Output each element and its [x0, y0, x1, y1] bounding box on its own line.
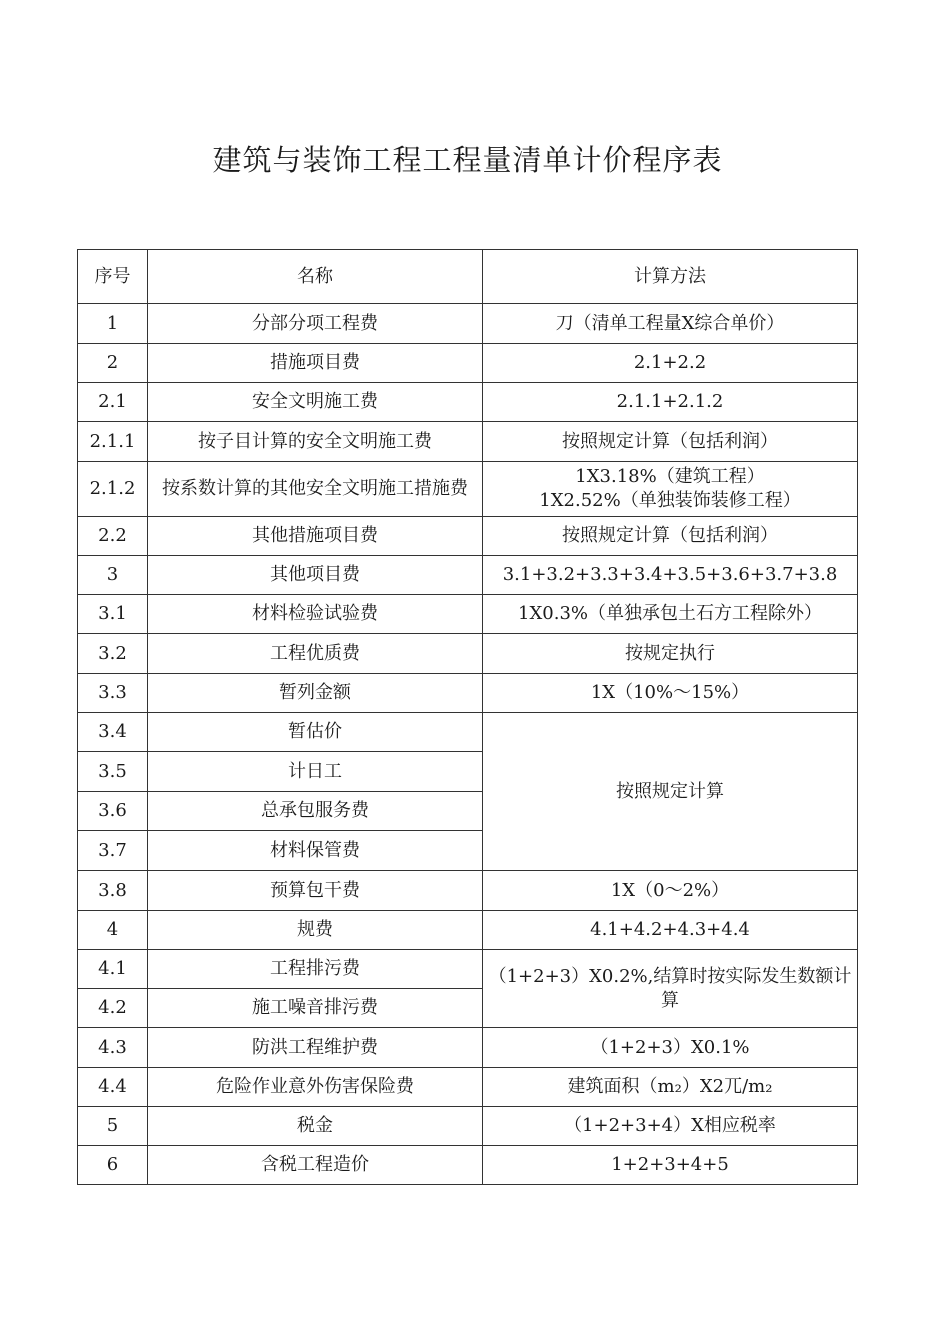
table-row	[78, 1107, 858, 1146]
row-name: 规费	[148, 911, 483, 950]
row-name: 其他项目费	[148, 556, 483, 595]
row-no: 3	[78, 556, 148, 595]
table-row	[78, 422, 858, 462]
table-row	[78, 383, 858, 422]
row-name: 工程优质费	[148, 634, 483, 674]
row-name: 计日工	[148, 752, 483, 792]
table-row	[78, 517, 858, 556]
row-method: （1+2+3+4）X相应税率	[483, 1107, 858, 1146]
table-row	[78, 344, 858, 383]
row-no: 3.6	[78, 792, 148, 831]
row-method: 按照规定计算（包括利润）	[483, 422, 858, 462]
table-row	[78, 674, 858, 713]
row-no: 4.4	[78, 1068, 148, 1107]
page-title: 建筑与装饰工程工程量清单计价程序表	[212, 143, 723, 177]
table-row	[78, 871, 858, 911]
row-method-line-2: 1X2.52%（单独装饰装修工程）	[539, 490, 801, 511]
row-no: 4.1	[78, 950, 148, 989]
pricing-procedure-table	[77, 249, 858, 1185]
row-name: 预算包干费	[148, 871, 483, 911]
row-name: 安全文明施工费	[148, 383, 483, 422]
row-name: 施工噪音排污费	[148, 989, 483, 1028]
row-name: 按子目计算的安全文明施工费	[148, 422, 483, 462]
header-no: 序号	[78, 250, 148, 304]
table-row	[78, 950, 858, 989]
row-method: 建筑面积（m₂）X2兀/m₂	[483, 1068, 858, 1107]
row-method: 刀（清单工程量X综合单价）	[483, 304, 858, 344]
row-no: 2.1.2	[78, 462, 148, 517]
header-method: 计算方法	[483, 250, 858, 304]
row-no: 5	[78, 1107, 148, 1146]
row-no: 3.1	[78, 595, 148, 634]
row-no: 3.5	[78, 752, 148, 792]
row-name: 税金	[148, 1107, 483, 1146]
row-method: 2.1+2.2	[483, 344, 858, 383]
row-method: （1+2+3）X0.1%	[483, 1028, 858, 1068]
row-no: 4.3	[78, 1028, 148, 1068]
row-name: 措施项目费	[148, 344, 483, 383]
row-name: 危险作业意外伤害保险费	[148, 1068, 483, 1107]
row-no: 3.3	[78, 674, 148, 713]
row-method: 1X（0〜2%）	[483, 871, 858, 911]
row-name: 材料检验试验费	[148, 595, 483, 634]
row-method: 按照规定计算（包括利润）	[483, 517, 858, 556]
table-header-row	[78, 250, 858, 304]
row-method: 1X（10%〜15%）	[483, 674, 858, 713]
table-row	[78, 595, 858, 634]
row-no: 3.7	[78, 831, 148, 871]
row-name: 总承包服务费	[148, 792, 483, 831]
table-row	[78, 304, 858, 344]
row-name: 暂估价	[148, 713, 483, 752]
row-method: 4.1+4.2+4.3+4.4	[483, 911, 858, 950]
row-name: 按系数计算的其他安全文明施工措施费	[148, 462, 483, 517]
row-no: 3.4	[78, 713, 148, 752]
row-name: 含税工程造价	[148, 1146, 483, 1185]
row-no: 2	[78, 344, 148, 383]
table-row	[78, 634, 858, 674]
table-row	[78, 911, 858, 950]
row-name: 分部分项工程费	[148, 304, 483, 344]
row-name: 暂列金额	[148, 674, 483, 713]
row-method	[483, 462, 858, 517]
table-row	[78, 556, 858, 595]
row-method-merged: （1+2+3）X0.2%,结算时按实际发生数额计算	[483, 950, 858, 1028]
row-method: 1X0.3%（单独承包土石方工程除外）	[483, 595, 858, 634]
table-row	[78, 1068, 858, 1107]
table-row	[78, 1146, 858, 1185]
row-method: 3.1+3.2+3.3+3.4+3.5+3.6+3.7+3.8	[483, 556, 858, 595]
row-name: 防洪工程维护费	[148, 1028, 483, 1068]
row-method-line-1: 1X3.18%（建筑工程）	[575, 466, 765, 487]
row-method: 1+2+3+4+5	[483, 1146, 858, 1185]
row-method-merged: 按照规定计算	[483, 713, 858, 871]
row-name: 工程排污费	[148, 950, 483, 989]
row-no: 3.8	[78, 871, 148, 911]
row-no: 1	[78, 304, 148, 344]
table-row	[78, 1028, 858, 1068]
row-no: 4	[78, 911, 148, 950]
row-method: 2.1.1+2.1.2	[483, 383, 858, 422]
table-row	[78, 462, 858, 517]
row-no: 2.2	[78, 517, 148, 556]
row-no: 4.2	[78, 989, 148, 1028]
row-name: 材料保管费	[148, 831, 483, 871]
row-name: 其他措施项目费	[148, 517, 483, 556]
row-no: 6	[78, 1146, 148, 1185]
row-no: 2.1	[78, 383, 148, 422]
table-row	[78, 713, 858, 752]
row-no: 3.2	[78, 634, 148, 674]
row-method: 按规定执行	[483, 634, 858, 674]
header-name: 名称	[148, 250, 483, 304]
row-no: 2.1.1	[78, 422, 148, 462]
